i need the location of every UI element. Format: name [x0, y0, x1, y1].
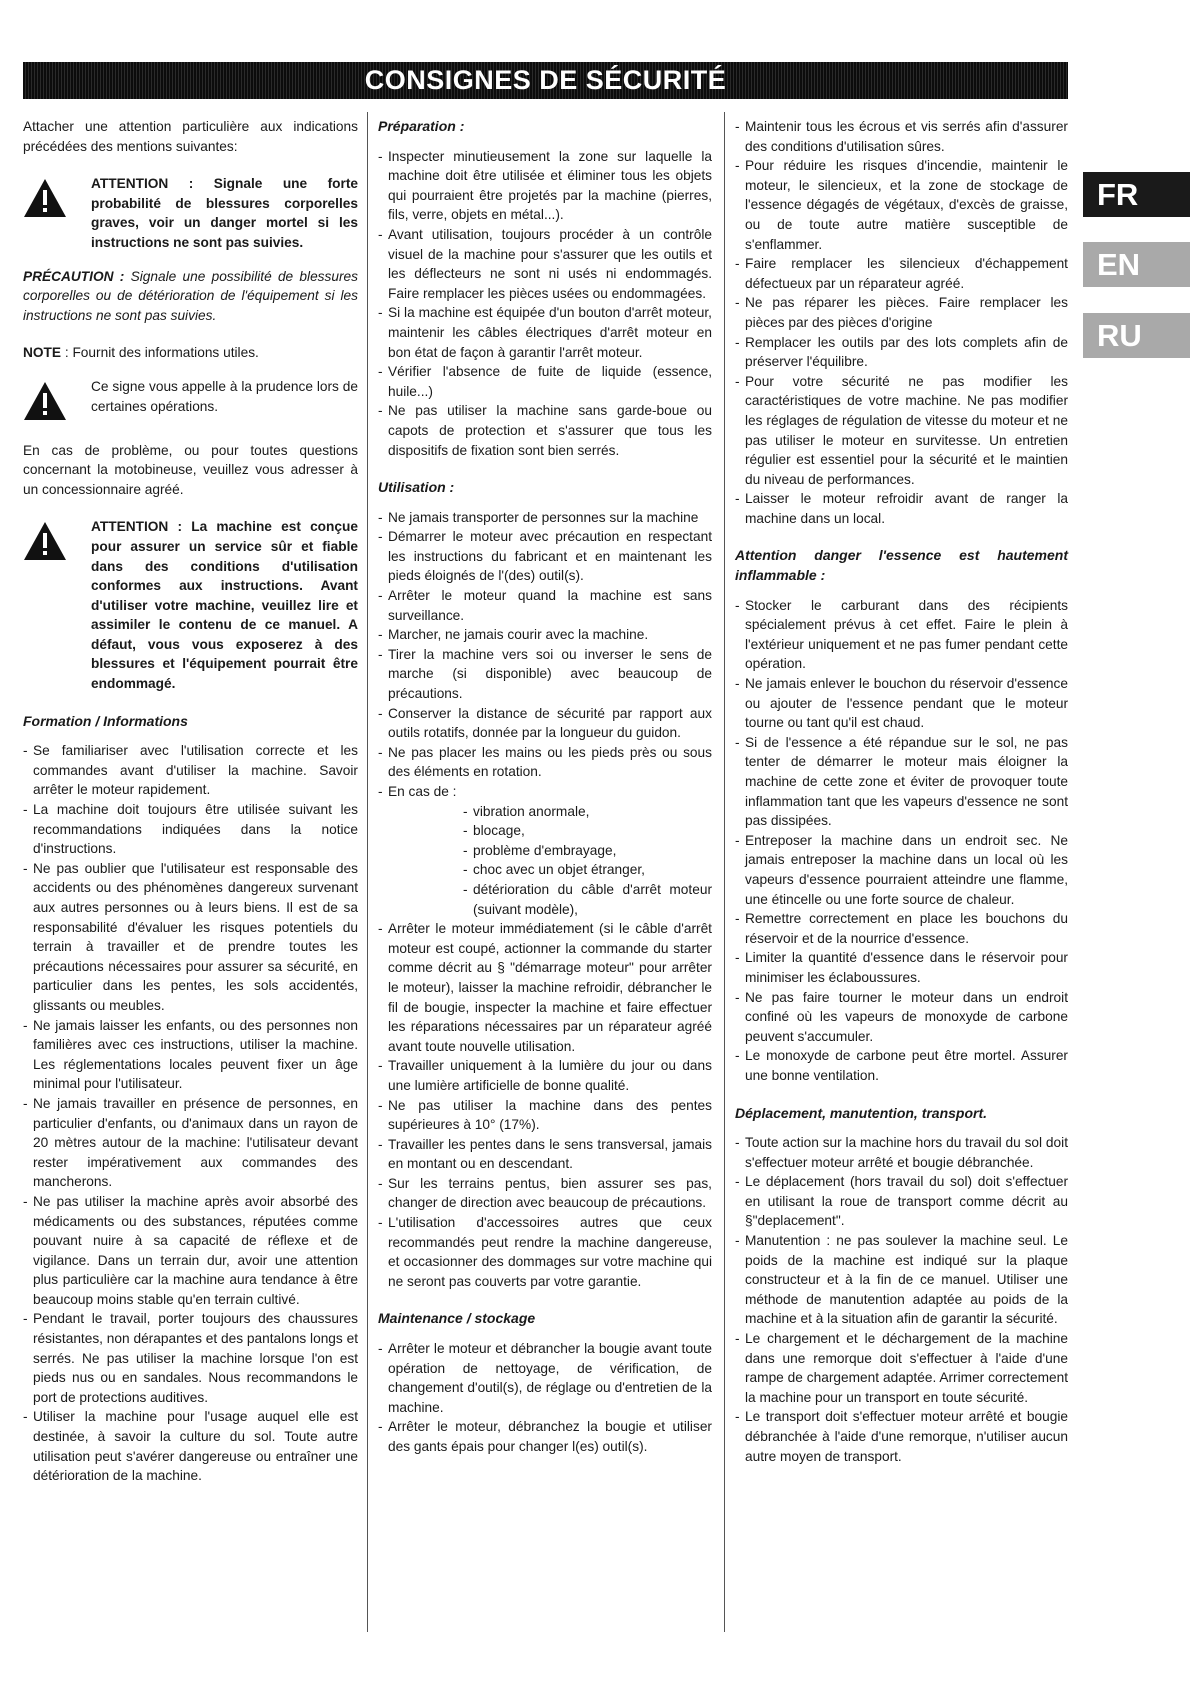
- tab-ru[interactable]: RU: [1083, 313, 1190, 358]
- attention-warning: [23, 517, 358, 693]
- maintenance-list: [735, 117, 1068, 528]
- column-divider: [724, 112, 725, 1632]
- list-item: - Arrêter le moteur quand la machine est sans surveillance.: [378, 586, 712, 625]
- list-item: - Arrêter le moteur, débranchez la bougie et utiliser des gants épais pour changer l(es) outil(s).: [378, 1417, 712, 1456]
- list-item: - Ne pas réparer les pièces. Faire remplacer les pièces par des pièces d'origine: [735, 293, 1068, 332]
- list-item: - Utiliser la machine pour l'usage auquel elle est destinée, à savoir la culture du sol. Toute autre utilisation peut s'avérer dangereuse ou entraîner une détérioration de la machine.: [23, 1407, 358, 1485]
- list-item: - Pour réduire les risques d'incendie, maintenir le moteur, le silencieux, et la zone de stockage de l'essence dégagés de végétaux, d'excès de graisse, ou de toute autre matière susceptible de s'enflammer.: [735, 156, 1068, 254]
- list-item: - Se familiariser avec l'utilisation correcte et les commandes avant d'utiliser la machine. Savoir arrêter le moteur rapidement.: [23, 741, 358, 800]
- list-item: - Ne jamais transporter de personnes sur la machine: [378, 508, 712, 528]
- list-item: - Avant utilisation, toujours procéder à un contrôle visuel de la machine pour s'assurer que les outils et les déflecteurs ne sont ni usés ni endommagés. Faire remplacer les pièces usées ou endommagées.: [378, 225, 712, 303]
- list-item: - Remplacer les outils par des lots complets afin de préserver l'équilibre.: [735, 333, 1068, 372]
- caution-sign: [23, 377, 358, 427]
- case-list: [463, 802, 712, 920]
- utilisation-list: [378, 919, 712, 1291]
- list-item: - Vérifier l'absence de fuite de liquide (essence, huile...): [378, 362, 712, 401]
- column-3: [735, 117, 1068, 1466]
- precaution-text: [23, 267, 358, 326]
- section-title: Préparation :: [378, 118, 465, 134]
- list-item: - Si la machine est équipée d'un bouton d'arrêt moteur, maintenir les câbles électriques d'arrêt moteur en bon état de façon à garantir l'arrêt moteur.: [378, 303, 712, 362]
- utilisation-list: [378, 508, 712, 802]
- maintenance-list: [378, 1339, 712, 1457]
- tab-en[interactable]: EN: [1083, 242, 1190, 287]
- list-item: - Le chargement et le déchargement de la machine dans une remorque doit s'effectuer à l'aide d'une rampe de chargement adaptée. Arrimer correctement la machine pour un transport en toute sécurité.: [735, 1329, 1068, 1407]
- warning-triangle-icon: [23, 174, 91, 224]
- list-item: - Ne pas utiliser la machine après avoir absorbé des médicaments ou des substances, réputées comme pouvant nuire à sa capacité de réflexe et de vigilance. Dans un terrain dur, avoir une attention plus particulière car la machine aura tendance à être beaucoup moins stable qu'en terrain cultivé.: [23, 1192, 358, 1310]
- list-item: - Tirer la machine vers soi ou inverser le sens de marche (si disponible) avec beaucoup de précautions.: [378, 645, 712, 704]
- column-2: [378, 117, 712, 1457]
- section-title: Formation / Informations: [23, 712, 188, 729]
- list-item: - Ne pas oublier que l'utilisateur est responsable des accidents ou des phénomènes dangereux survenant aux autres personnes ou à leurs biens. Il est de sa responsabilité d'évaluer les risques potentiels du terrain à travailler et de prendre toutes les précautions nécessaires pour assurer sa sécurité, en particulier dans les pentes, les sols accidentés, glissants ou meubles.: [23, 859, 358, 1016]
- list-item: - Le déplacement (hors travail du sol) doit s'effectuer en utilisant la roue de transport comme décrit au §"deplacement".: [735, 1172, 1068, 1231]
- list-item: - Conserver la distance de sécurité par rapport aux outils rotatifs, donnée par la longueur du guidon.: [378, 704, 712, 743]
- list-item: - Le transport doit s'effectuer moteur arrêté et bougie débranchée à l'aide d'une remorque, n'utiliser aucun autre moyen de transport.: [735, 1407, 1068, 1466]
- list-item: - Entreposer la machine dans un endroit sec. Ne jamais entreposer la machine dans un local où les vapeurs d'essence pourraient atteindre une flamme, une étincelle ou une forte source de chaleur.: [735, 831, 1068, 909]
- list-item: - Maintenir tous les écrous et vis serrés afin d'assurer des conditions d'utilisation sûres.: [735, 117, 1068, 156]
- list-item: - Le monoxyde de carbone peut être mortel. Assurer une bonne ventilation.: [735, 1046, 1068, 1085]
- tab-fr[interactable]: FR: [1083, 172, 1190, 217]
- list-item: - Travailler uniquement à la lumière du jour ou dans une lumière artificielle de bonne qualité.: [378, 1056, 712, 1095]
- list-item: - Ne jamais laisser les enfants, ou des personnes non familières avec ces instructions, utiliser la machine. Les réglementations locales peuvent fixer un âge minimal pour l'utilisateur.: [23, 1016, 358, 1094]
- note-text: [23, 343, 358, 363]
- list-item: - Marcher, ne jamais courir avec la machine.: [378, 625, 712, 645]
- intro-text: Attacher une attention particulière aux indications précédées des mentions suivantes:: [23, 119, 358, 154]
- list-item: - blocage,: [463, 821, 712, 841]
- list-item: - Si de l'essence a été répandue sur le sol, ne pas tenter de démarrer le moteur mais éloigner la machine de cette zone et éviter de provoquer toute inflammation tant que les vapeurs d'essence ne sont pas dissipées.: [735, 733, 1068, 831]
- list-item: - Stocker le carburant dans des récipients spécialement prévus à cet effet. Faire le plein à l'extérieur uniquement et ne pas fumer pendant cette opération.: [735, 596, 1068, 674]
- precaution-body: Signale une possibilité de blessures corporelles ou de détérioration de l'équipement si les instructions ne sont pas suivies.: [23, 268, 358, 323]
- attention-warning: [23, 174, 358, 252]
- note-label: NOTE: [23, 345, 62, 361]
- list-item: - détérioration du câble d'arrêt moteur (suivant modèle),: [463, 880, 712, 919]
- list-item: - Toute action sur la machine hors du travail du sol doit s'effectuer moteur arrêté et bougie débranchée.: [735, 1133, 1068, 1172]
- list-item: - Ne jamais enlever le bouchon du réservoir d'essence ou ajouter de l'essence pendant que le moteur tourne ou tant qu'il est chaud.: [735, 674, 1068, 733]
- preparation-list: [378, 147, 712, 461]
- problem-text: En cas de problème, ou pour toutes questions concernant la motobineuse, veuillez vous adresser à un concessionnaire agréé.: [23, 442, 358, 497]
- transport-list: [735, 1133, 1068, 1466]
- section-title: Utilisation :: [378, 479, 455, 496]
- warning-triangle-icon: [23, 377, 91, 427]
- list-item: - Ne jamais travailler en présence de personnes, en particulier d'enfants, ou d'animaux dans un rayon de 20 mètres autour de la machine: l'utilisateur devant rester impérativement aux commandes des mancherons.: [23, 1094, 358, 1192]
- list-item: - Ne pas utiliser la machine dans des pentes supérieures à 10° (17%).: [378, 1096, 712, 1135]
- list-item: - Inspecter minutieusement la zone sur laquelle la machine doit être utilisée et éliminer tous les objets qui pourraient être projetés par la machine (pierres, fils, verre, objets en métal...).: [378, 147, 712, 225]
- list-item: - Remettre correctement en place les bouchons du réservoir et de la nourrice d'essence.: [735, 909, 1068, 948]
- list-item: - Démarrer le moteur avec précaution en respectant les instructions du fabricant et en maintenant les pieds éloignés de l'(des) outil(s).: [378, 527, 712, 586]
- list-item: - Ne pas placer les mains ou les pieds près ou sous des éléments en rotation.: [378, 743, 712, 782]
- list-item: - Arrêter le moteur et débrancher la bougie avant toute opération de nettoyage, de vérification, de changement d'outil(s), de réglage ou d'entretien de la machine.: [378, 1339, 712, 1417]
- list-item: - Faire remplacer les silencieux d'échappement défectueux par un réparateur agréé.: [735, 254, 1068, 293]
- section-title: Maintenance / stockage: [378, 1310, 536, 1327]
- essence-list: [735, 596, 1068, 1086]
- list-item: - Arrêter le moteur immédiatement (si le câble d'arrêt moteur est coupé, actionner la commande du starter comme décrit au § "démarrage moteur" pour arrêter le moteur), laisser la machine refroidir, débrancher le fil de bougie, inspecter la machine et faire effectuer les réparations nécessaires par un réparateur agréé avant toute nouvelle utilisation.: [378, 919, 712, 1056]
- list-item: - Sur les terrains pentus, bien assurer ses pas, changer de direction avec beaucoup de précautions.: [378, 1174, 712, 1213]
- list-item: - Laisser le moteur refroidir avant de ranger la machine dans un local.: [735, 489, 1068, 528]
- precaution-label: PRÉCAUTION :: [23, 268, 125, 284]
- section-title: Déplacement, manutention, transport.: [735, 1104, 988, 1121]
- list-item: - Ne pas utiliser la machine sans garde-boue ou capots de protection et s'assurer que tous les dispositifs de fixation sont bien serrés.: [378, 401, 712, 460]
- section-title: Attention danger l'essence est hautement inflammable :: [735, 547, 1068, 584]
- formation-list: [23, 741, 358, 1486]
- list-item: - En cas de :: [378, 782, 712, 802]
- column-divider: [367, 112, 368, 1632]
- list-item: - vibration anormale,: [463, 802, 712, 822]
- note-body: : Fournit des informations utiles.: [64, 345, 259, 361]
- list-item: - Ne pas faire tourner le moteur dans un endroit confiné où les vapeurs de monoxyde de carbone peuvent s'accumuler.: [735, 988, 1068, 1047]
- list-item: - problème d'embrayage,: [463, 841, 712, 861]
- list-item: - Pendant le travail, porter toujours des chaussures résistantes, non dérapantes et des pantalons longs et serrés. Ne pas utiliser la machine lorsque l'on est pieds nus ou en sandales. Nous recommandons le port de protections auditives.: [23, 1309, 358, 1407]
- attention-text: ATTENTION : La machine est conçue pour assurer un service sûr et fiable dans des conditions d'utilisation conformes aux instructions. Avant d'utiliser votre machine, veuillez lire et assimiler le contenu de ce manuel. A défaut, vous vous exposerez à des blessures et l'équipement pourrait être endommagé.: [91, 519, 358, 692]
- list-item: - Limiter la quantité d'essence dans le réservoir pour minimiser les éclaboussures.: [735, 948, 1068, 987]
- list-item: - choc avec un objet étranger,: [463, 860, 712, 880]
- column-1: [23, 117, 358, 1486]
- list-item: - Manutention : ne pas soulever la machine seul. Le poids de la machine est indiqué sur la plaque constructeur et à la fin de ce manuel. Utiliser une méthode de manutention adaptée au poids de la machine et à la situation afin de garantir la sécurité.: [735, 1231, 1068, 1329]
- list-item: - L'utilisation d'accessoires autres que ceux recommandés peut rendre la machine dangereuse, et occasionner des dommages sur votre machine qui ne seront pas couverts par votre garantie.: [378, 1213, 712, 1291]
- list-item: - Travailler les pentes dans le sens transversal, jamais en montant ou en descendant.: [378, 1135, 712, 1174]
- list-item: - La machine doit toujours être utilisée suivant les recommandations indiquées dans la notice d'instructions.: [23, 800, 358, 859]
- list-item: - Pour votre sécurité ne pas modifier les caractéristiques de votre machine. Ne pas modifier les réglages de régulation de vitesse du moteur et ne pas utiliser le moteur en survitesse. Un entretien régulier est essentiel pour la sécurité et le maintien du niveau de performances.: [735, 372, 1068, 490]
- warning-triangle-icon: [23, 517, 91, 567]
- page-title: CONSIGNES DE SÉCURITÉ: [23, 62, 1068, 99]
- attention-text: ATTENTION : Signale une forte probabilité de blessures corporelles graves, voir un danger mortel si les instructions ne sont pas suivies.: [91, 176, 358, 250]
- caution-sign-text: Ce signe vous appelle à la prudence lors de certaines opérations.: [91, 378, 358, 414]
